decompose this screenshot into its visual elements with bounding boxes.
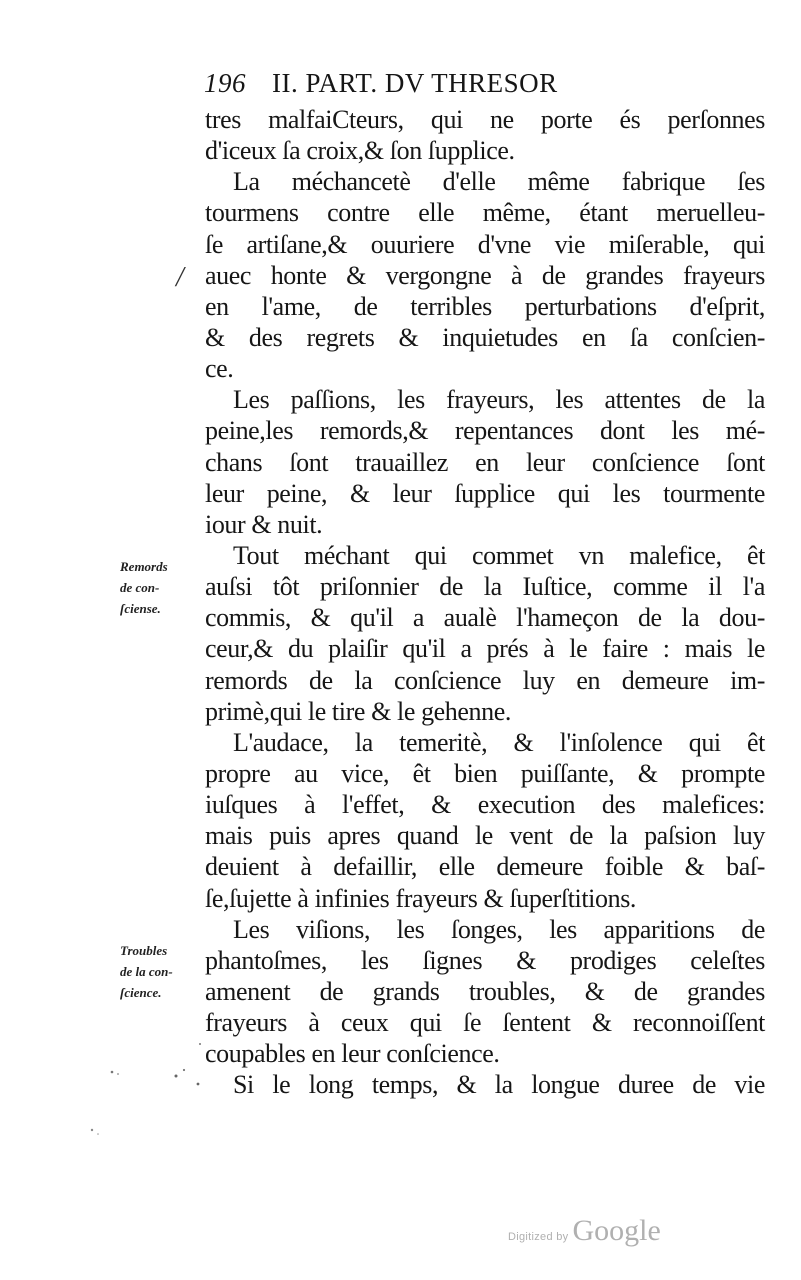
running-title: II. PART. DV THRESOR <box>272 68 558 98</box>
watermark-prefix: Digitized by <box>508 1231 569 1243</box>
text-line: Les paſſions, les frayeurs, les attentes de la <box>233 385 765 415</box>
margin-note-remords <box>120 556 204 619</box>
text-line: auſsi tôt priſonnier de la Iuſtice, comme il l'a <box>205 572 765 602</box>
text-line: & des regrets & inquietudes en ſa conſcien- <box>205 322 765 352</box>
text-line: deuient à defaillir, elle demeure foible & baſ- <box>205 852 765 882</box>
page-number: 196 <box>204 68 246 98</box>
text-line: tourmens contre elle même, étant meruelleu- <box>205 198 765 228</box>
text-line: primè,qui le tire & le gehenne. <box>205 696 511 726</box>
text-line: peine,les remords,& repentances dont les mé- <box>205 416 765 446</box>
margin-note-line: Troubles <box>120 943 168 958</box>
text-line: iuſques à l'effet, & execution des malefices: <box>205 790 765 820</box>
text-line: ſe artiſane,& ouuriere d'vne vie miſerable, qui <box>205 229 765 259</box>
text-line: en l'ame, de terribles perturbations d'eſprit, <box>205 291 765 321</box>
margin-note-line: de con- <box>120 580 160 595</box>
text-line: leur peine, & leur ſupplice qui les tourmente <box>205 478 765 508</box>
text-line: remords de la conſcience luy en demeure im- <box>205 665 765 695</box>
text-line: Si le long temps, & la longue duree de vie <box>233 1070 765 1100</box>
text-line: ce. <box>205 354 234 384</box>
running-header <box>204 66 558 100</box>
text-line: phantoſmes, les ſignes & prodiges celeſtes <box>205 945 765 975</box>
margin-note-troubles <box>120 940 204 1003</box>
text-line: chans ſont trauaillez en leur conſcience ſont <box>205 447 765 477</box>
margin-note-line: Remords <box>120 559 168 574</box>
body-text <box>205 104 765 1101</box>
text-line: iour & nuit. <box>205 509 323 539</box>
text-line: L'audace, la temeritè, & l'inſolence qui êt <box>233 727 765 757</box>
text-line: Tout méchant qui commet vn malefice, êt <box>233 540 765 570</box>
text-line: mais puis apres quand le vent de la paſsion luy <box>205 821 765 851</box>
text-line: ceur,& du plaiſir qu'il a prés à le faire : mais le <box>205 634 765 664</box>
digitized-by-google-watermark <box>508 1214 661 1248</box>
text-line: tres malfaiCteurs, qui ne porte és perſonnes <box>205 105 765 134</box>
margin-note-line: de la con- <box>120 964 173 979</box>
margin-note-line: ſciense. <box>120 601 161 616</box>
text-line: amenent de grands troubles, & de grandes <box>205 976 765 1006</box>
ink-specks <box>80 1030 210 1140</box>
text-line: commis, & qu'il a aualè l'hameçon de la dou- <box>205 603 765 633</box>
text-line: propre au vice, êt bien puiſſante, & prompte <box>205 758 765 788</box>
text-line: ſe,ſujette à infinies frayeurs & ſuperſtitions. <box>205 883 637 913</box>
text-line: coupables en leur conſcience. <box>205 1039 500 1069</box>
text-line: auec honte & vergongne à de grandes frayeurs <box>205 260 765 290</box>
margin-note-line: ſcience. <box>120 985 162 1000</box>
stray-ink-mark: / <box>176 262 184 293</box>
google-logo: Google <box>572 1214 661 1247</box>
text-line: La méchancetè d'elle même fabrique ſes <box>233 167 765 197</box>
text-line: d'iceux ſa croix,& ſon ſupplice. <box>205 136 515 166</box>
text-line: frayeurs à ceux qui ſe ſentent & reconnoiſſent <box>205 1008 765 1038</box>
text-line: Les viſions, les ſonges, les apparitions de <box>233 914 765 944</box>
